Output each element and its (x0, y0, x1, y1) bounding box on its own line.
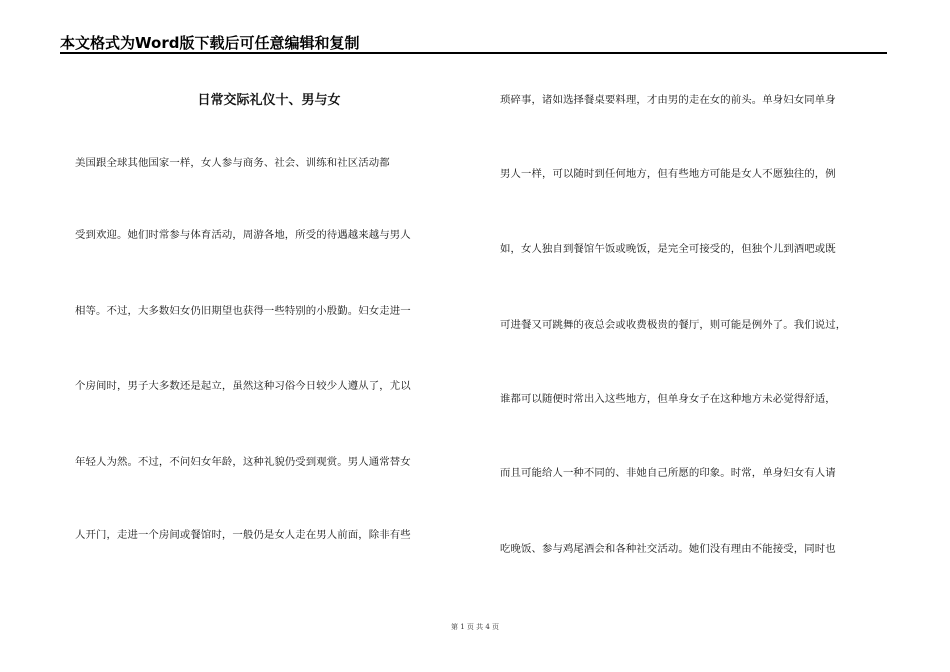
text-line: 琐碎事，诸如选择餐桌要料理，才由男的走在女的前头。单身妇女同单身 (500, 94, 836, 106)
right-column (500, 0, 892, 672)
page-header: 本文格式为Word版下载后可任意编辑和复制 (60, 34, 360, 52)
text-line: 受到欢迎。她们时常参与体育活动，周游各地，所受的待遇越来越与男人 (75, 229, 411, 241)
text-line: 谁都可以随便时常出入这些地方，但单身女子在这种地方未必觉得舒适， (500, 393, 836, 405)
text-line: 相等。不过，大多数妇女仍旧期望也获得一些特别的小殷勤。妇女走进一 (75, 305, 411, 317)
text-line: 个房间时，男子大多数还是起立，虽然这种习俗今日较少人遵从了，尤以 (75, 380, 411, 392)
page-number: 第 1 页 共 4 页 (450, 623, 500, 631)
text-line: 而且可能给人一种不同的、非她自己所愿的印象。时常，单身妇女有人请 (500, 467, 836, 479)
text-line: 男人一样，可以随时到任何地方，但有些地方可能是女人不愿独往的，例 (500, 168, 836, 180)
left-column (75, 0, 463, 672)
text-line: 吃晚饭、参与鸡尾酒会和各种社交活动。她们没有理由不能接受，同时也 (500, 543, 836, 555)
text-line: 年轻人为然。不过，不问妇女年龄，这种礼貌仍受到观赏。男人通常替女 (75, 456, 411, 468)
text-line: 人开门，走进一个房间或餐馆时，一般仍是女人走在男人前面，除非有些 (75, 529, 411, 541)
document-title: 日常交际礼仪十、男与女 (197, 93, 341, 108)
text-line: 可进餐又可跳舞的夜总会或收费极贵的餐厅，则可能是例外了。我们说过， (500, 319, 847, 331)
text-line: 美国跟全球其他国家一样，女人参与商务、社会、训练和社区活动都 (75, 157, 390, 169)
text-line: 如，女人独自到餐馆午饭或晚饭，是完全可接受的，但独个儿到酒吧或既 (500, 243, 836, 255)
